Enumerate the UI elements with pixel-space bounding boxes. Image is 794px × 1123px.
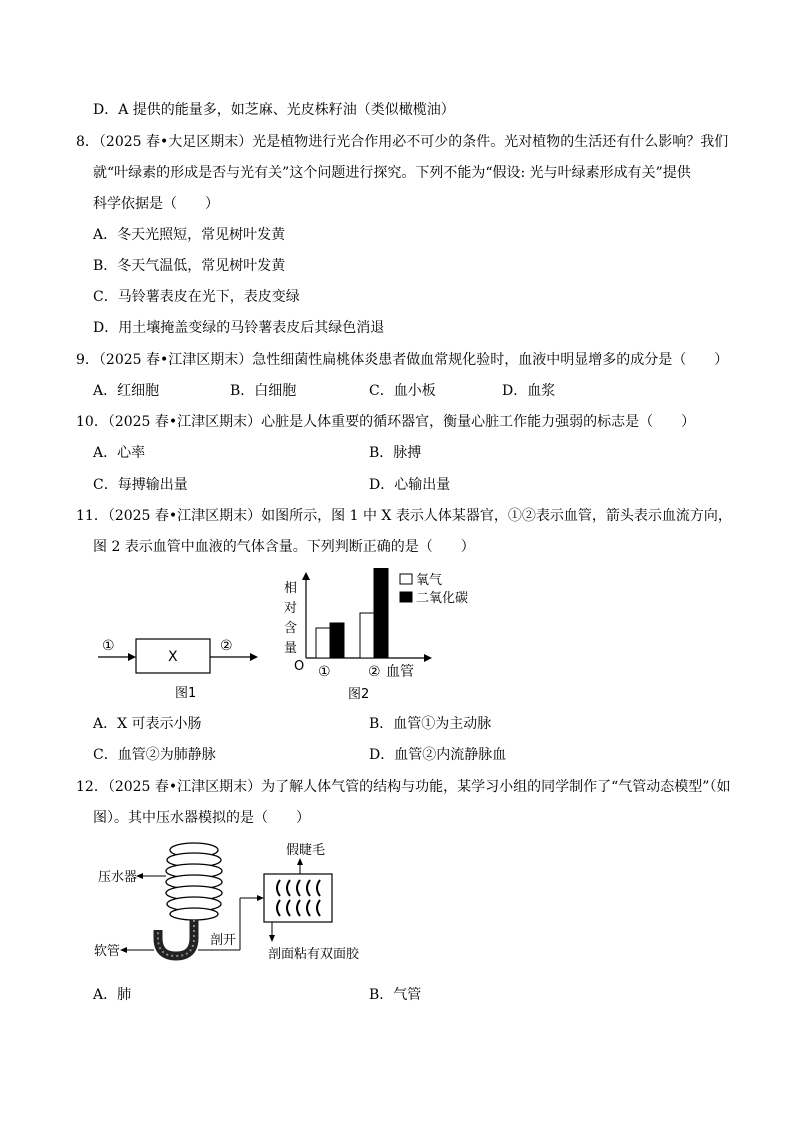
fig2-ylabel-char-3: 含: [284, 621, 298, 636]
q10-option-d: D．心输出量: [369, 477, 451, 493]
fig1-box-label: X: [168, 649, 178, 665]
q12-option-b: B．气管: [369, 987, 422, 1003]
q11-option-b: B．血管①为主动脉: [369, 716, 492, 732]
fig2-bar-oxygen-2: [360, 613, 374, 658]
fig1-caption: 图1: [175, 686, 197, 701]
fig2-bars: [316, 568, 388, 658]
q9-option-b: B．白细胞: [230, 383, 297, 399]
water-presser-bellows: [166, 843, 222, 920]
q11-option-d: D．血管②内流静脉血: [369, 747, 507, 763]
fig2-bar-oxygen-1: [316, 628, 330, 658]
q11-figure-1: [90, 575, 270, 705]
q8-stem-line2: 就“叶绿素的形成是否与光有关”这个问题进行探究。下列不能为“假设: 光与叶绿素形成有关”提供: [93, 165, 691, 181]
q12-stem-line1: 12．（2025 春•江津区期末）为了解人体气管的结构与功能，某学习小组的同学制作了“气管动态模型”（如: [76, 779, 731, 795]
label-presser: 压水器: [98, 870, 138, 885]
q12-stem-line2: 图）。其中压水器模拟的是（ ）: [93, 810, 310, 826]
q12-option-a: A．肺: [93, 987, 132, 1003]
cut-connector-arrowhead: [257, 895, 264, 901]
label-double-tape: 剖面粘有双面胶: [268, 947, 360, 962]
cilia-pointer-arrowhead: [297, 858, 303, 865]
q9-option-c: C．血小板: [369, 383, 436, 399]
fig2-xlabel: 血管: [386, 664, 414, 680]
tape-pointer-arrowhead: [269, 935, 275, 942]
fig2-x-arrowhead: [424, 654, 432, 662]
q11-stem-line1: 11．（2025 春•江津区期末）如图所示，图 1 中 X 表示人体某器官，①②表示血管，箭头表示血流方向，: [76, 508, 732, 524]
fig2-bar-co2-1: [330, 623, 344, 658]
q9-option-d: D．血浆: [502, 383, 556, 399]
q11-stem-line2: 图 2 表示血管中血液的气体含量。下列判断正确的是（ ）: [93, 539, 475, 555]
fig2-legend-co2: 二氧化碳: [416, 591, 469, 606]
q10-option-c: C．每搏输出量: [93, 477, 188, 493]
q10-option-a: A．心率: [93, 445, 146, 461]
fig2-ylabel-char-2: 对: [284, 601, 298, 616]
fig2-ylabel-char-4: 量: [284, 641, 298, 656]
fig2-tick-2: ②: [368, 664, 381, 680]
q9-stem: 9．（2025 春•江津区期末）急性细菌性扁桃体炎患者做血常规化验时，血液中明显增多的成分是（ ）: [76, 352, 729, 368]
fig1-out-label: ②: [220, 638, 233, 654]
q8-option-c: C．马铃薯表皮在光下，表皮变绿: [93, 289, 300, 305]
fig2-tick-1: ①: [318, 664, 331, 680]
q8-option-a: A．冬天光照短，常见树叶发黄: [93, 227, 286, 243]
q11-figure-2-chart: [278, 568, 478, 708]
fig1-in-label: ①: [102, 638, 115, 654]
q7-option-d: D．A 提供的能量多，如芝麻、光皮株籽油（类似橄榄油）: [93, 102, 455, 118]
fig2-caption: 图2: [348, 687, 370, 702]
label-cut-open: 剖开: [210, 933, 237, 948]
fig1-in-arrowhead: [128, 653, 136, 661]
q11-option-c: C．血管②为肺静脉: [93, 747, 216, 763]
hose-pointer-arrowhead: [120, 947, 127, 953]
q10-option-b: B．脉搏: [369, 445, 422, 461]
label-fake-cilia: 假睫毛: [286, 843, 326, 858]
q8-stem-line1: 8．（2025 春•大足区期末）光是植物进行光合作用必不可少的条件。光对植物的生活还有什么影响？我们: [76, 134, 729, 150]
q11-option-a: A．X 可表示小肠: [93, 716, 202, 732]
fig1-out-arrowhead: [250, 653, 258, 661]
fig2-legend-swatch-oxygen: [400, 574, 412, 584]
q10-stem: 10．（2025 春•江津区期末）心脏是人体重要的循环器官，衡量心脏工作能力强弱的标志是（ ）: [76, 414, 696, 430]
q8-option-d: D．用土壤掩盖变绿的马铃薯表皮后其绿色消退: [93, 320, 385, 336]
fig2-legend-oxygen: 氧气: [416, 573, 443, 588]
fig2-origin: O: [294, 659, 305, 674]
hose-tube: [158, 920, 194, 956]
q9-option-a: A．红细胞: [93, 383, 160, 399]
fig2-bar-co2-2: [374, 568, 388, 658]
fig2-ylabel-char-1: 相: [284, 581, 298, 596]
fig2-y-arrowhead: [302, 572, 310, 580]
label-hose: 软管: [94, 944, 121, 959]
q12-trachea-model-figure: [90, 838, 380, 973]
q8-option-b: B．冬天气温低，常见树叶发黄: [93, 258, 286, 274]
presser-pointer-arrowhead: [136, 873, 143, 879]
q8-stem-line3: 科学依据是（ ）: [93, 196, 219, 212]
fig2-legend-swatch-co2: [400, 592, 412, 602]
